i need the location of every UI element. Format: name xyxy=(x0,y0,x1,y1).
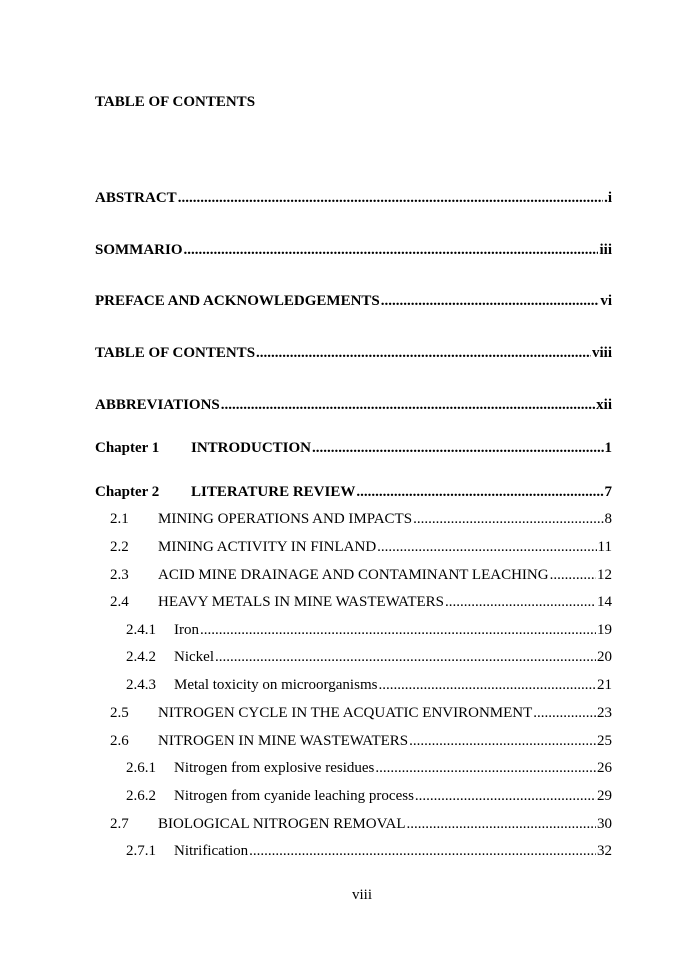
toc-entry-page: 14 xyxy=(597,594,612,610)
toc-entry-page: 20 xyxy=(597,649,612,665)
toc-entry-chapter-1[interactable] xyxy=(95,439,612,457)
toc-leader-dots xyxy=(445,593,596,611)
toc-leader-dots xyxy=(249,842,596,860)
toc-entry-number: 2.7.1 xyxy=(126,843,156,859)
toc-entry-page: 1 xyxy=(604,440,612,456)
toc-entry-title: BIOLOGICAL NITROGEN REMOVAL xyxy=(158,816,406,832)
toc-leader-dots xyxy=(312,439,603,457)
toc-leader-dots xyxy=(356,483,603,501)
toc-entry-number: Chapter 2 xyxy=(95,484,160,500)
toc-leader-dots xyxy=(256,344,591,362)
toc-entry-number: 2.6.2 xyxy=(126,788,156,804)
toc-leader-dots xyxy=(415,787,596,805)
toc-entry-title: Iron xyxy=(174,622,199,638)
toc-leader-dots xyxy=(409,732,596,750)
toc-entry-number: 2.6.1 xyxy=(126,760,156,776)
toc-entry-page: .i xyxy=(604,190,612,206)
toc-entry-title: TABLE OF CONTENTS xyxy=(95,345,256,361)
toc-leader-dots xyxy=(550,566,596,584)
toc-leader-dots xyxy=(413,510,603,528)
toc-entry-title: LITERATURE REVIEW xyxy=(191,484,356,500)
toc-entry-2-6-1[interactable] xyxy=(126,759,612,777)
toc-entry-2-4-1[interactable] xyxy=(126,621,612,639)
toc-heading: TABLE OF CONTENTS xyxy=(95,94,256,110)
toc-entry-title: Nickel xyxy=(174,649,214,665)
toc-leader-dots xyxy=(178,189,603,207)
toc-leader-dots xyxy=(215,648,596,666)
toc-entry-number: 2.1 xyxy=(110,511,129,527)
toc-leader-dots xyxy=(375,759,596,777)
toc-entry-table-of-contents[interactable] xyxy=(95,344,612,362)
toc-entry-number: 2.3 xyxy=(110,567,129,583)
toc-entry-title: ABBREVIATIONS xyxy=(95,397,220,413)
toc-entry-chapter-2[interactable] xyxy=(95,483,612,501)
toc-leader-dots xyxy=(407,815,597,833)
toc-entry-page: 25 xyxy=(597,733,612,749)
toc-entry-2-4-3[interactable] xyxy=(126,676,612,694)
toc-entry-page: 19 xyxy=(597,622,612,638)
toc-entry-page: 12 xyxy=(597,567,612,583)
toc-entry-number: 2.4.3 xyxy=(126,677,156,693)
toc-entry-page: 23 xyxy=(597,705,612,721)
toc-entry-title: Nitrogen from explosive residues xyxy=(174,760,375,776)
toc-leader-dots xyxy=(378,676,596,694)
toc-entry-title: NITROGEN IN MINE WASTEWATERS xyxy=(158,733,409,749)
toc-leader-dots xyxy=(184,241,599,259)
toc-entry-page: 21 xyxy=(597,677,612,693)
toc-entry-2-2[interactable] xyxy=(110,538,612,556)
toc-entry-page: 29 xyxy=(597,788,612,804)
toc-entry-number: 2.4.2 xyxy=(126,649,156,665)
toc-entry-title: ACID MINE DRAINAGE AND CONTAMINANT LEACHING xyxy=(158,567,549,583)
toc-entry-title: MINING ACTIVITY IN FINLAND xyxy=(158,539,377,555)
toc-entry-2-4-2[interactable] xyxy=(126,648,612,666)
toc-entry-page: iii xyxy=(599,242,612,258)
toc-entry-page: 11 xyxy=(597,539,612,555)
toc-entry-title: MINING OPERATIONS AND IMPACTS xyxy=(158,511,413,527)
toc-entry-2-5[interactable] xyxy=(110,704,612,722)
toc-entry-number: 2.4.1 xyxy=(126,622,156,638)
toc-entry-page: 32 xyxy=(597,843,612,859)
toc-entry-sommario[interactable] xyxy=(95,241,612,259)
toc-entry-page: 7 xyxy=(604,484,612,500)
toc-entry-title: HEAVY METALS IN MINE WASTEWATERS xyxy=(158,594,445,610)
toc-entry-title: PREFACE AND ACKNOWLEDGEMENTS xyxy=(95,293,380,309)
toc-entry-title: Metal toxicity on microorganisms xyxy=(174,677,378,693)
toc-entry-2-3[interactable] xyxy=(110,566,612,584)
toc-entry-title: SOMMARIO xyxy=(95,242,183,258)
toc-entry-number: Chapter 1 xyxy=(95,440,160,456)
toc-entry-number: 2.5 xyxy=(110,705,129,721)
toc-entry-number: 2.2 xyxy=(110,539,129,555)
toc-entry-page: vi xyxy=(600,293,612,309)
toc-leader-dots xyxy=(377,538,596,556)
toc-entry-title: NITROGEN CYCLE IN THE ACQUATIC ENVIRONMENT xyxy=(158,705,533,721)
toc-entry-number: 2.4 xyxy=(110,594,129,610)
toc-entry-abbreviations[interactable] xyxy=(95,396,612,414)
toc-entry-page: xii xyxy=(596,397,612,413)
toc-entry-2-7-1[interactable] xyxy=(126,842,612,860)
toc-entry-2-6[interactable] xyxy=(110,732,612,750)
toc-entry-title: INTRODUCTION xyxy=(191,440,312,456)
toc-entry-number: 2.7 xyxy=(110,816,129,832)
toc-leader-dots xyxy=(381,292,600,310)
toc-entry-2-1[interactable] xyxy=(110,510,612,528)
toc-entry-2-6-2[interactable] xyxy=(126,787,612,805)
toc-entry-2-7[interactable] xyxy=(110,815,612,833)
toc-entry-abstract[interactable] xyxy=(95,189,612,207)
toc-entry-page: 26 xyxy=(597,760,612,776)
toc-entry-page: 8 xyxy=(604,511,612,527)
page-number: viii xyxy=(351,887,372,903)
toc-entry-number: 2.6 xyxy=(110,733,129,749)
toc-entry-preface[interactable] xyxy=(95,292,612,310)
toc-leader-dots xyxy=(200,621,596,639)
toc-leader-dots xyxy=(221,396,595,414)
toc-entry-page: 30 xyxy=(597,816,612,832)
toc-leader-dots xyxy=(533,704,596,722)
toc-entry-page: viii xyxy=(591,345,612,361)
toc-entry-2-4[interactable] xyxy=(110,593,612,611)
toc-entry-title: Nitrification xyxy=(174,843,249,859)
toc-entry-title: ABSTRACT xyxy=(95,190,177,206)
toc-entry-title: Nitrogen from cyanide leaching process xyxy=(174,788,414,804)
